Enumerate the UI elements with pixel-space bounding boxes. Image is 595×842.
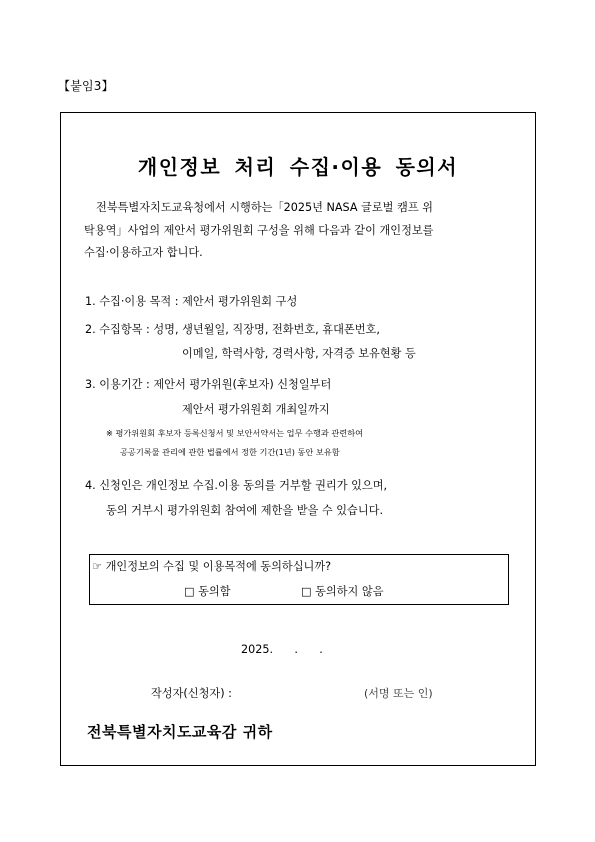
purpose-item: 1. 수집·이용 목적 : 제안서 평가위원회 구성 <box>85 295 298 308</box>
form-title: 개인정보 처리 수집·이용 동의서 <box>137 155 459 179</box>
intro-line: 전북특별자치도교육청에서 시행하는「2025년 NASA 글로벌 캠프 위 <box>96 201 433 214</box>
fields-item: 2. 수집항목 : 성명, 생년월일, 직장명, 전화번호, 휴대폰번호, <box>85 323 380 336</box>
attachment-label: 【붙임3】 <box>58 79 114 93</box>
disagree-checkbox[interactable]: □ 동의하지 않음 <box>301 585 384 598</box>
signature-field[interactable]: (서명 또는 인) <box>364 687 433 700</box>
period-item-continued: 제안서 평가위원회 개최일까지 <box>182 403 330 416</box>
period-item: 3. 이용기간 : 제안서 평가위원(후보자) 신청일부터 <box>85 378 332 391</box>
date-line[interactable]: 2025. . . <box>241 643 323 656</box>
consent-box <box>89 554 509 605</box>
intro-paragraph <box>84 197 514 265</box>
consent-form <box>60 112 536 766</box>
intro-line: 수집·이용하고자 합니다. <box>84 246 203 259</box>
agree-checkbox[interactable]: □ 동의함 <box>184 585 231 598</box>
writer-label: 작성자(신청자) : <box>151 687 232 700</box>
refusal-right-item: 4. 신청인은 개인정보 수집.이용 동의를 거부할 권리가 있으며, <box>85 479 388 492</box>
retention-note: ※ 평가위원회 후보자 등록신청서 및 보안서약서는 업무 수행과 관련하여 <box>106 428 364 438</box>
intro-line: 탁용역」사업의 제안서 평가위원회 구성을 위해 다음과 같이 개인정보를 <box>84 223 434 237</box>
addressee: 전북특별자치도교육감 귀하 <box>87 723 273 741</box>
refusal-right-continued: 동의 거부시 평가위원회 참여에 제한을 받을 수 있습니다. <box>106 504 384 517</box>
retention-note-continued: 공공기록물 관리에 관한 법률에서 정한 기간(1년) 동안 보유함 <box>120 447 340 457</box>
consent-question: ☞ 개인정보의 수집 및 이용목적에 동의하십니까? <box>92 560 332 573</box>
fields-item-continued: 이메일, 학력사항, 경력사항, 자격증 보유현황 등 <box>182 347 416 360</box>
